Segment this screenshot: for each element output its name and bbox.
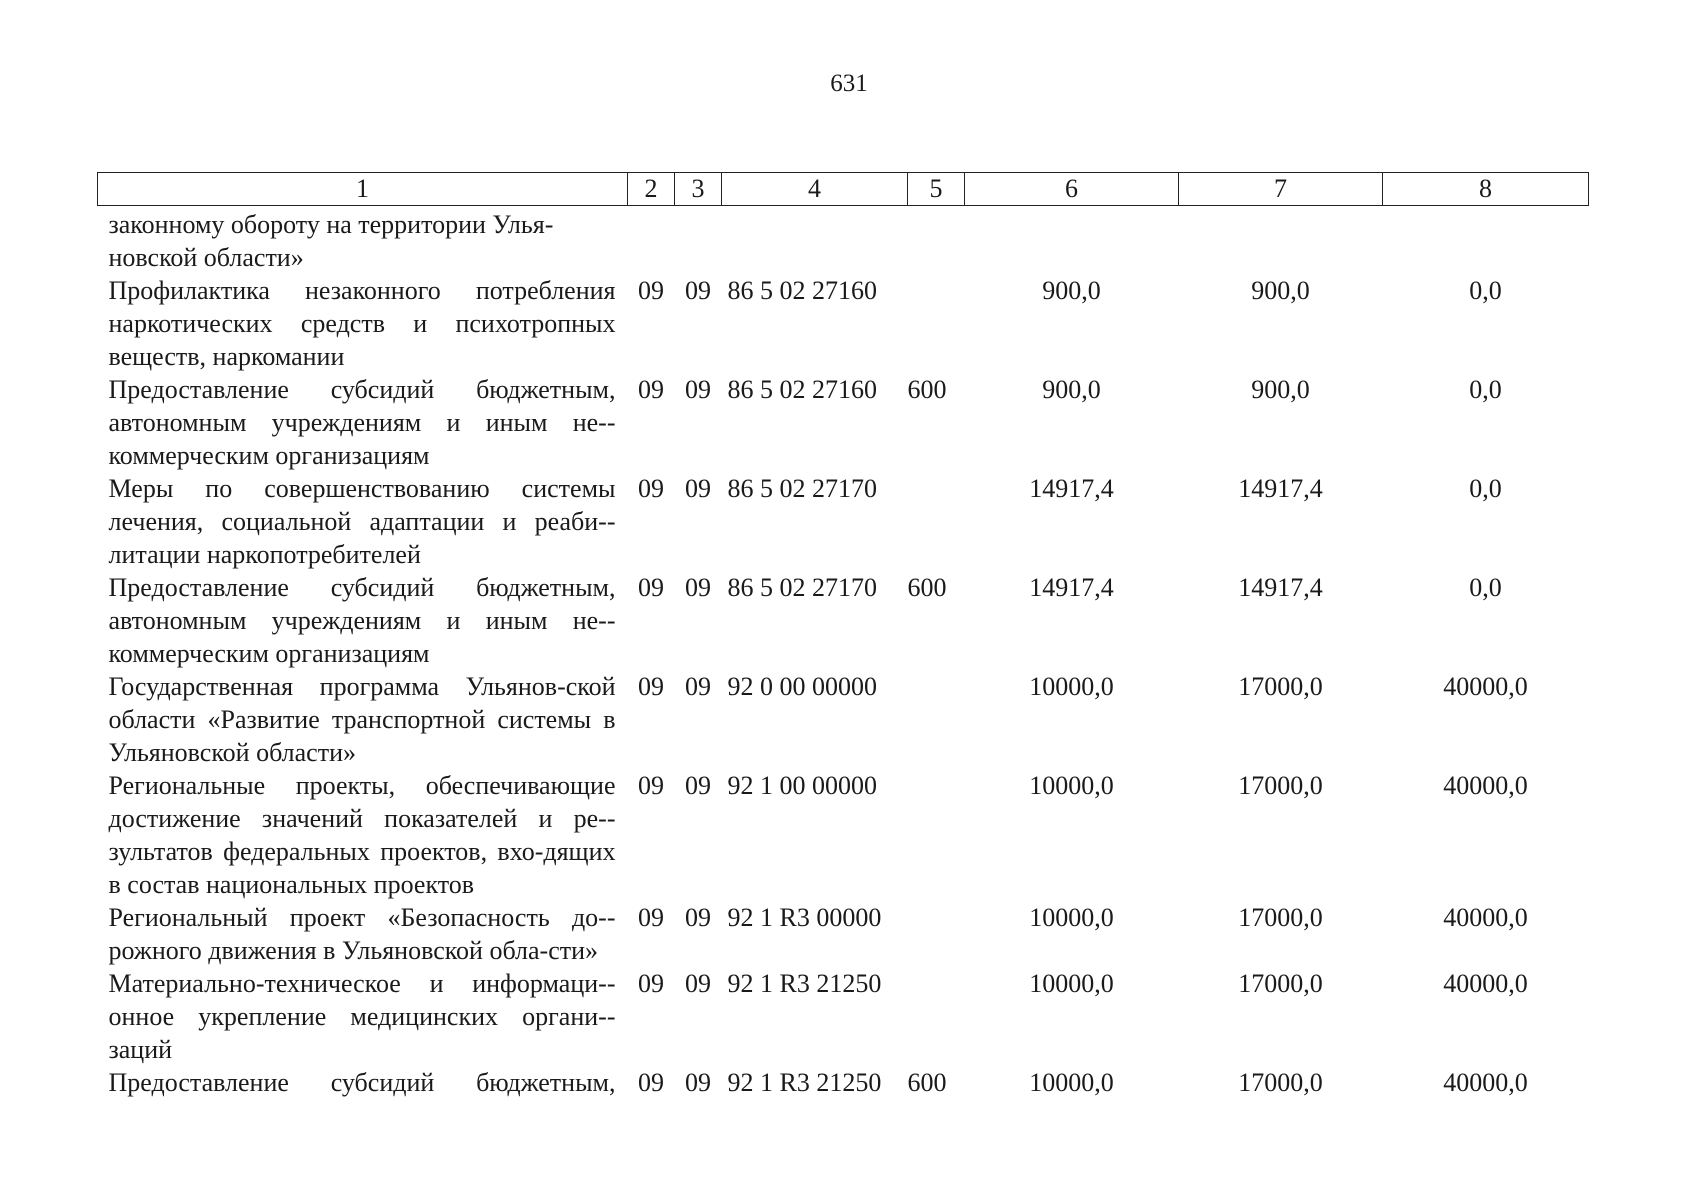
row-amount-year-1: 14917,4 — [1029, 573, 1114, 602]
row-target-article: 92 1 R3 00000 — [727, 903, 882, 932]
row-target-article: 86 5 02 27170 — [727, 474, 877, 503]
row-expense-type — [908, 901, 965, 967]
row-subsection: 09 — [685, 969, 711, 998]
row-target-article: 86 5 02 27160 — [727, 375, 877, 404]
table-body — [98, 206, 1589, 1100]
row-target-article — [722, 206, 908, 275]
table-row — [98, 206, 1589, 275]
row-amount-year-2: 17000,0 — [1238, 903, 1323, 932]
row-amount-year-2: 14917,4 — [1238, 573, 1323, 602]
row-subsection: 09 — [685, 375, 711, 404]
row-amount-year-3: 0,0 — [1469, 573, 1502, 602]
table-header — [98, 173, 1589, 206]
row-expense-type — [908, 274, 965, 373]
row-amount-year-2: 14917,4 — [1238, 474, 1323, 503]
row-expense-type — [908, 769, 965, 901]
row-section: 09 — [638, 375, 664, 404]
table-row — [98, 373, 1589, 472]
row-name: Материально-техническое и информаци-онное укрепление медицинских органи-заций — [108, 969, 616, 1064]
row-section: 09 — [638, 276, 664, 305]
budget-table-container — [97, 172, 1588, 1099]
row-subsection: 09 — [685, 1068, 711, 1097]
row-expense-type — [908, 967, 965, 1066]
row-amount-year-2: 900,0 — [1251, 375, 1310, 404]
row-amount-year-3: 0,0 — [1469, 375, 1502, 404]
row-expense-type — [908, 206, 965, 275]
row-amount-year-2: 17000,0 — [1238, 672, 1323, 701]
row-name: Предоставление субсидий бюджетным, — [108, 1068, 616, 1097]
row-section: 09 — [638, 573, 664, 602]
budget-table — [97, 172, 1589, 1099]
table-row — [98, 472, 1589, 571]
row-amount-year-1: 10000,0 — [1029, 771, 1114, 800]
header-col-7: 7 — [1179, 173, 1383, 206]
row-name-line: законному обороту на территории Улья- — [108, 210, 554, 239]
table-row — [98, 274, 1589, 373]
header-col-4: 4 — [722, 173, 908, 206]
row-name: Меры по совершенствованию системы лечения, социальной адаптации и реаби-литации наркопотребителей — [108, 474, 616, 569]
row-name — [98, 206, 628, 275]
row-amount-year-1: 900,0 — [1042, 276, 1101, 305]
row-amount-year-2 — [1179, 206, 1383, 275]
row-amount-year-3: 40000,0 — [1443, 771, 1528, 800]
row-amount-year-3: 0,0 — [1469, 474, 1502, 503]
row-amount-year-2: 900,0 — [1251, 276, 1310, 305]
header-col-3: 3 — [675, 173, 722, 206]
table-row — [98, 1066, 1589, 1099]
row-name: Предоставление субсидий бюджетным, автономным учреждениям и иным не-коммерческим организациям — [108, 573, 616, 668]
row-subsection — [675, 206, 722, 275]
row-amount-year-3: 40000,0 — [1443, 672, 1528, 701]
table-row — [98, 901, 1589, 967]
row-amount-year-3 — [1383, 206, 1589, 275]
table-row — [98, 967, 1589, 1066]
header-row — [98, 173, 1589, 206]
row-subsection: 09 — [685, 573, 711, 602]
row-target-article: 86 5 02 27170 — [727, 573, 877, 602]
row-amount-year-1: 10000,0 — [1029, 672, 1114, 701]
row-name: Региональный проект «Безопасность до-рожного движения в Ульяновской обла-сти» — [108, 903, 616, 965]
row-amount-year-2: 17000,0 — [1238, 1068, 1323, 1097]
table-row — [98, 769, 1589, 901]
row-expense-type: 600 — [907, 573, 947, 602]
row-amount-year-3: 40000,0 — [1443, 903, 1528, 932]
row-subsection: 09 — [685, 903, 711, 932]
row-name-line: новской области» — [108, 243, 304, 272]
row-section: 09 — [638, 474, 664, 503]
row-section: 09 — [638, 903, 664, 932]
row-section: 09 — [638, 672, 664, 701]
row-amount-year-2: 17000,0 — [1238, 771, 1323, 800]
row-amount-year-2: 17000,0 — [1238, 969, 1323, 998]
table-row — [98, 571, 1589, 670]
header-col-1: 1 — [98, 173, 628, 206]
row-amount-year-1 — [965, 206, 1179, 275]
row-expense-type — [908, 670, 965, 769]
row-target-article: 92 1 00 00000 — [727, 771, 877, 800]
row-amount-year-3: 40000,0 — [1443, 969, 1528, 998]
row-target-article: 92 1 R3 21250 — [727, 1068, 882, 1097]
row-target-article: 92 1 R3 21250 — [727, 969, 882, 998]
header-col-5: 5 — [908, 173, 965, 206]
row-target-article: 92 0 00 00000 — [727, 672, 877, 701]
row-amount-year-1: 900,0 — [1042, 375, 1101, 404]
row-name: Государственная программа Ульянов-ской области «Развитие транспортной системы в Ульяновской области» — [108, 672, 616, 767]
row-section: 09 — [638, 1068, 664, 1097]
row-amount-year-3: 40000,0 — [1443, 1068, 1528, 1097]
row-subsection: 09 — [685, 672, 711, 701]
header-col-2: 2 — [628, 173, 675, 206]
row-subsection: 09 — [685, 474, 711, 503]
header-col-6: 6 — [965, 173, 1179, 206]
page-number: 631 — [830, 70, 868, 97]
row-expense-type: 600 — [907, 375, 947, 404]
row-section — [628, 206, 675, 275]
row-amount-year-1: 10000,0 — [1029, 903, 1114, 932]
row-amount-year-1: 10000,0 — [1029, 1068, 1114, 1097]
header-col-8: 8 — [1383, 173, 1589, 206]
row-section: 09 — [638, 771, 664, 800]
row-expense-type — [908, 472, 965, 571]
table-row — [98, 670, 1589, 769]
row-amount-year-3: 0,0 — [1469, 276, 1502, 305]
row-expense-type: 600 — [907, 1068, 947, 1097]
row-name: Профилактика незаконного потребления наркотических средств и психотропных веществ, наркомании — [108, 276, 616, 371]
row-amount-year-1: 14917,4 — [1029, 474, 1114, 503]
row-subsection: 09 — [685, 276, 711, 305]
row-amount-year-1: 10000,0 — [1029, 969, 1114, 998]
row-name: Региональные проекты, обеспечивающие достижение значений показателей и ре-зультатов федеральных проектов, вхо-дящих в состав национальных проектов — [108, 771, 616, 899]
row-name: Предоставление субсидий бюджетным, автономным учреждениям и иным не-коммерческим организациям — [108, 375, 616, 470]
row-target-article: 86 5 02 27160 — [727, 276, 877, 305]
row-subsection: 09 — [685, 771, 711, 800]
row-section: 09 — [638, 969, 664, 998]
